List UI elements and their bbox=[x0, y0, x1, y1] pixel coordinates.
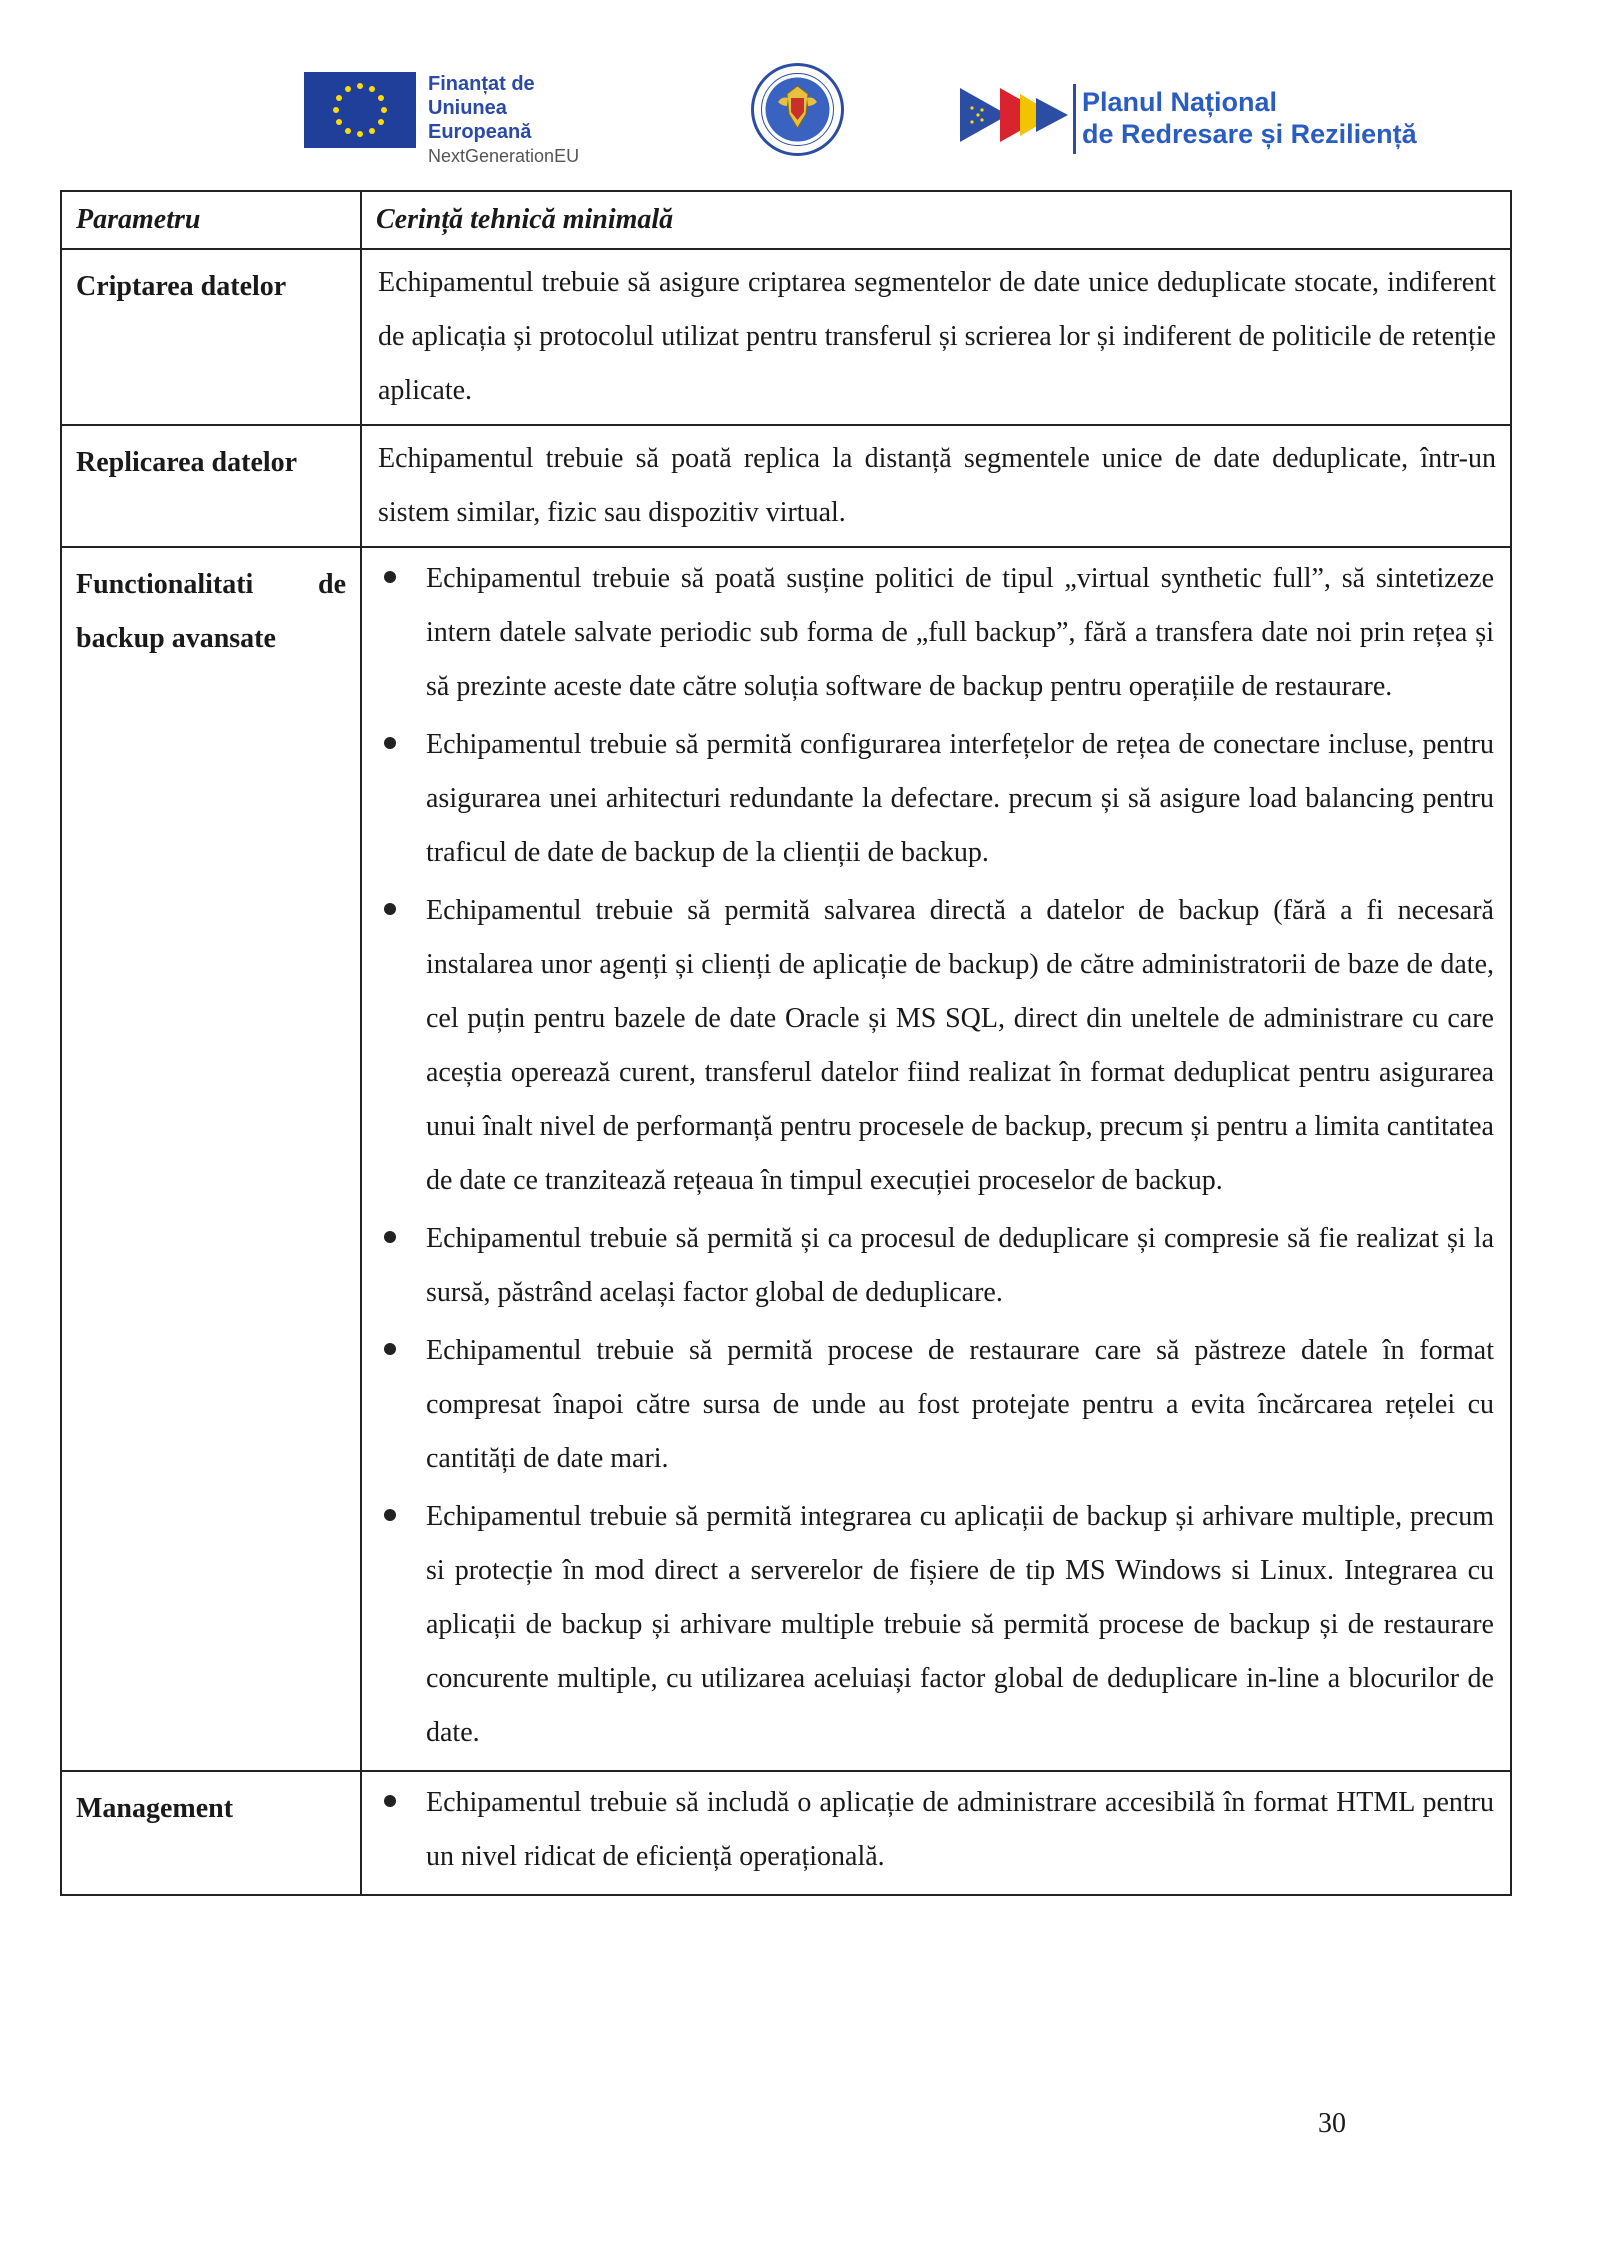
list-item-text: Echipamentul trebuie să permită și ca procesul de deduplicare și compresie să fie realizat și la sursă, păstrând același factor global de deduplicare. bbox=[426, 1223, 1494, 1308]
requirement-cell: Echipamentul trebuie să asigure criptarea segmentelor de date unice deduplicate stocate, indiferent de aplicația și protocolul utilizat pentru transferul și scrierea lor și indiferent de politicile de retenție aplicate. bbox=[361, 249, 1511, 425]
list-item bbox=[362, 1776, 1494, 1884]
list-item-text: Echipamentul trebuie să poată susține politici de tipul „virtual synthetic full”, să sintetizeze intern datele salvate periodic sub forma de „full backup”, fără a transfera date noi prin rețea și să prezinte aceste date către soluția software de backup pentru operațiile de restaurare. bbox=[426, 563, 1494, 702]
list-item bbox=[362, 718, 1494, 880]
eu-logo-line2: Uniunea Europeană bbox=[428, 97, 532, 143]
eu-flag-icon bbox=[304, 72, 416, 148]
bullet-icon bbox=[384, 903, 396, 915]
requirement-cell: Echipamentul trebuie să poată replica la distanță segmentele unice de date deduplicate, într-un sistem similar, fizic sau dispozitiv virtual. bbox=[361, 425, 1511, 547]
bullet-icon bbox=[384, 1795, 396, 1807]
bullet-icon bbox=[384, 737, 396, 749]
list-item bbox=[362, 884, 1494, 1208]
column-header-requirement: Cerință tehnică minimală bbox=[361, 191, 1511, 249]
requirement-cell bbox=[361, 1771, 1511, 1895]
column-header-parameter: Parametru bbox=[61, 191, 361, 249]
table-row bbox=[61, 547, 1511, 1771]
list-item-text: Echipamentul trebuie să includă o aplicație de administrare accesibilă în format HTML pentru un nivel ridicat de eficiență operațională. bbox=[426, 1787, 1494, 1872]
requirement-bullet-list bbox=[362, 1776, 1494, 1884]
requirement-cell bbox=[361, 547, 1511, 1771]
list-item-text: Echipamentul trebuie să permită procese de restaurare care să păstreze datele în format compresat înapoi către sursa de unde au fost protejate pentru a evita încărcarea rețelei cu cantități de date mari. bbox=[426, 1335, 1494, 1474]
eu-logo-text bbox=[428, 72, 594, 168]
bullet-icon bbox=[384, 1231, 396, 1243]
eu-funding-logo bbox=[304, 70, 594, 166]
parameter-cell: Criptarea datelor bbox=[61, 249, 361, 425]
pnrr-logo bbox=[960, 84, 1440, 154]
pnrr-divider bbox=[1073, 84, 1076, 154]
page-number: 30 bbox=[1318, 2108, 1346, 2139]
parameter-cell: Replicarea datelor bbox=[61, 425, 361, 547]
table-row bbox=[61, 249, 1511, 425]
list-item-text: Echipamentul trebuie să permită integrarea cu aplicații de backup și arhivare multiple, precum si protecție în mod direct a serverelor de fișiere de tip MS Windows si Linux. Integrarea cu aplicații de backup și arhivare multiple trebuie să permită procese de backup și de restaurare concurente multiple, cu utilizarea aceluiași factor global de deduplicare in-line a blocurilor de date. bbox=[426, 1501, 1494, 1748]
header-logos bbox=[300, 62, 1450, 166]
list-item-text: Echipamentul trebuie să permită configurarea interfețelor de rețea de conectare incluse, pentru asigurarea unei arhitecturi redundante la defectare. precum și să asigure load balancing pentru traficul de date de backup de la clienții de backup. bbox=[426, 729, 1494, 868]
government-seal-icon bbox=[750, 62, 845, 157]
requirement-bullet-list bbox=[362, 552, 1494, 1760]
list-item bbox=[362, 1490, 1494, 1760]
pnrr-logo-text bbox=[1082, 86, 1417, 150]
bullet-icon bbox=[384, 571, 396, 583]
list-item bbox=[362, 1212, 1494, 1320]
table-row bbox=[61, 1771, 1511, 1895]
list-item bbox=[362, 552, 1494, 714]
requirements-table bbox=[60, 190, 1512, 1896]
list-item bbox=[362, 1324, 1494, 1486]
pnrr-logo-line2: de Redresare și Reziliență bbox=[1082, 119, 1417, 149]
eu-logo-line3: NextGenerationEU bbox=[428, 146, 580, 166]
parameter-cell: Functionalitati de backup avansate bbox=[61, 547, 361, 1771]
table-row bbox=[61, 425, 1511, 547]
bullet-icon bbox=[384, 1343, 396, 1355]
list-item-text: Echipamentul trebuie să permită salvarea directă a datelor de backup (fără a fi necesară instalarea unor agenți și clienți de aplicație de backup) de către administratorii de baze de date, cel puțin pentru bazele de date Oracle și MS SQL, direct din uneltele de administrare cu care aceștia operează curent, transferul datelor fiind realizat în format deduplicat pentru asigurarea unui înalt nivel de performanță pentru procesele de backup, precum și pentru a limita cantitatea de date ce tranzitează rețeaua în timpul execuției proceselor de backup. bbox=[426, 895, 1494, 1196]
eu-logo-line1: Finanțat de bbox=[428, 73, 535, 95]
table-header-row bbox=[61, 191, 1511, 249]
pnrr-arrow-icon bbox=[960, 84, 1070, 146]
bullet-icon bbox=[384, 1509, 396, 1521]
pnrr-logo-line1: Planul Național bbox=[1082, 87, 1278, 117]
parameter-cell: Management bbox=[61, 1771, 361, 1895]
